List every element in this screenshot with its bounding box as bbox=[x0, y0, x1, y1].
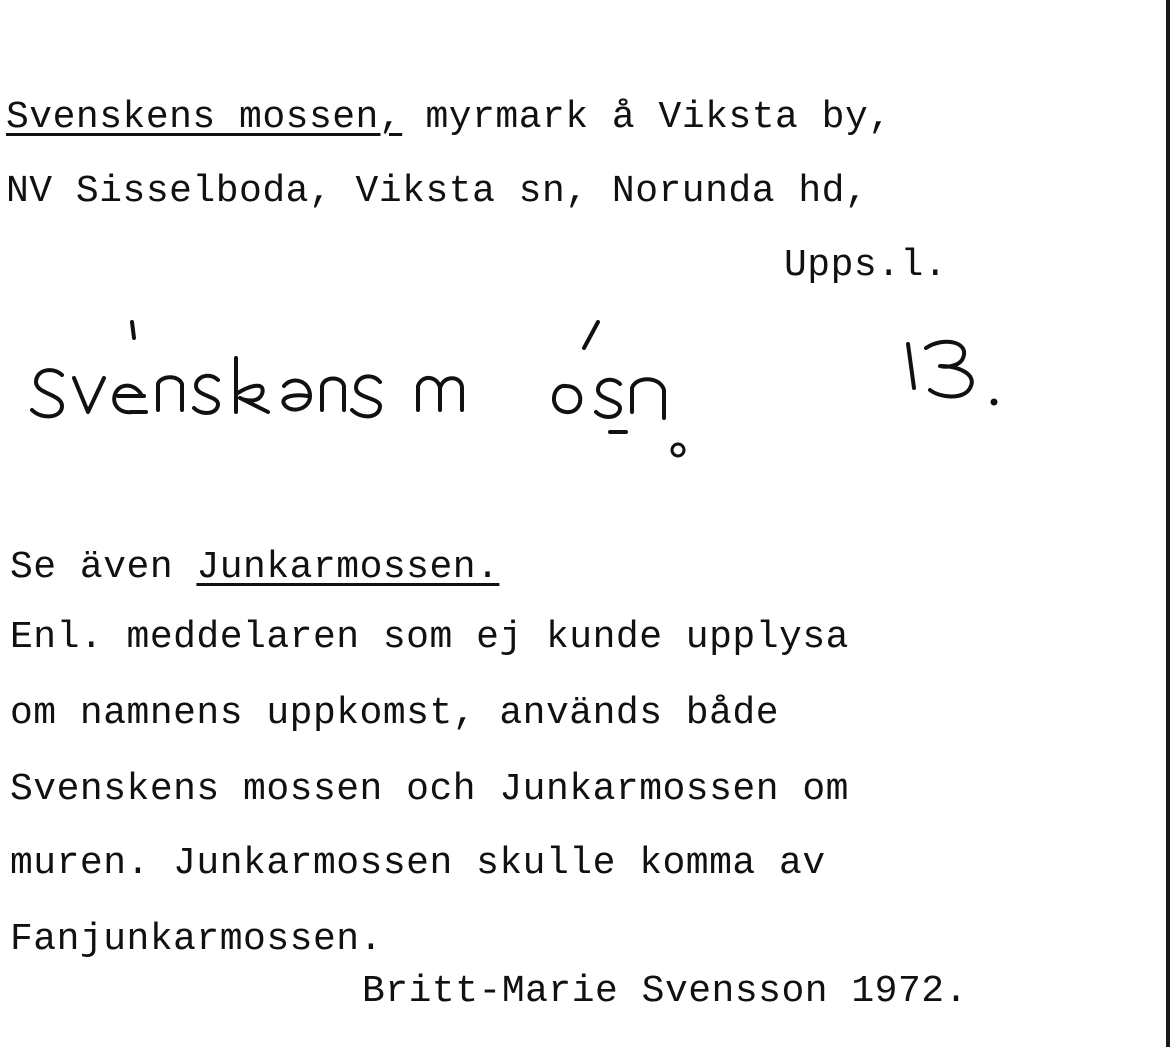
body-line: Enl. meddelaren som ej kunde upplysa bbox=[10, 616, 849, 659]
card-edge bbox=[1166, 0, 1170, 1047]
body-line: Svenskens mossen och Junkarmossen om bbox=[10, 768, 849, 811]
see-also-line bbox=[10, 546, 499, 590]
body-line: muren. Junkarmossen skulle komma av bbox=[10, 842, 826, 885]
phonetic-transcription-drawing bbox=[32, 322, 684, 456]
location-line: NV Sisselboda, Viksta sn, Norunda hd, bbox=[6, 170, 869, 213]
body-line: om namnens uppkomst, används både bbox=[10, 692, 780, 735]
body-line: Fanjunkarmossen. bbox=[10, 918, 383, 961]
see-also-label: Se även bbox=[10, 546, 197, 589]
see-also-name: Junkarmossen. bbox=[196, 546, 500, 589]
signature: Britt-Marie Svensson 1972. bbox=[362, 970, 968, 1013]
county-line: Upps.l. bbox=[784, 244, 948, 287]
place-name: Svenskens mossen, bbox=[6, 96, 403, 139]
handwritten-number-drawing bbox=[908, 342, 998, 406]
place-name-line bbox=[6, 96, 892, 140]
handwritten-transcription bbox=[0, 300, 1176, 480]
place-description: myrmark å Viksta by, bbox=[402, 96, 892, 139]
